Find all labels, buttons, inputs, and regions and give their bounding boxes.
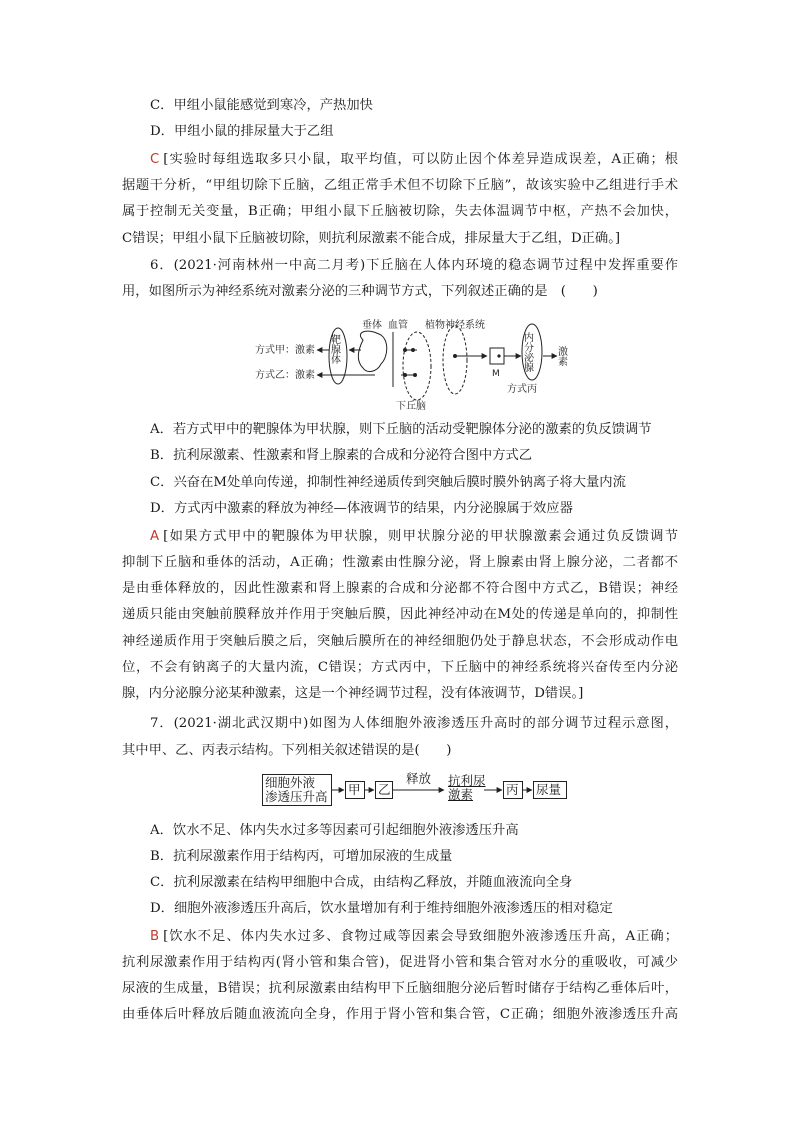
q6-option-a: A．若方式甲中的靶腺体为甲状腺，则下丘脑的活动受靶腺体分泌的激素的负反馈调节 <box>150 422 652 437</box>
q7-stem-line-1: 7．(2021·湖北武汉期中)如图为人体细胞外液渗透压升高时的部分调节过程示意图， <box>150 716 678 731</box>
q5-option-c: C．甲组小鼠能感觉到寒冷，产热加快 <box>150 98 373 113</box>
q6-explanation-line-2: 抑制下丘脑和垂体的活动，A正确；性激素由性腺分泌，肾上腺素由肾上腺分泌，二者都不 <box>122 555 678 570</box>
q7-explanation-line-1: B [饮水不足、体内失水过多、食物过咸等因素会导致细胞外液渗透压升高，A正确； <box>150 929 678 944</box>
q5-explanation-line-1: C [实验时每组选取多只小鼠，取平均值，可以防止因个体差异造成误差，A正确；根 <box>150 152 678 167</box>
q5-option-d: D．甲组小鼠的排尿量大于乙组 <box>150 124 334 139</box>
q7-option-b: B．抗利尿激素作用于结构丙，可增加尿液的生成量 <box>150 849 453 864</box>
q5-answer: C <box>150 152 160 167</box>
q6-explanation-line-5: 神经递质作用于突触后膜之后，突触后膜所在的神经细胞仍处于静息状态，不会形成动作电 <box>122 634 678 649</box>
label-hormone: 激素 <box>555 346 567 366</box>
flow-label-adh: 抗利尿 激素 <box>448 773 486 802</box>
label-m: M <box>492 369 500 379</box>
flow-box-urine: 尿量 <box>533 781 567 799</box>
flow-box-bing: 丙 <box>503 781 523 799</box>
label-target-gland: 靶腺体 <box>328 334 340 364</box>
q6-option-c: C．兴奋在M处单向传递，抑制性神经递质传到突触后膜时膜外钠离子将大量内流 <box>150 475 626 490</box>
q7-option-a: A．饮水不足、体内失水过多等因素可引起细胞外液渗透压升高 <box>150 823 519 838</box>
q7-explanation-line-4: 由垂体后叶释放后随血液流向全身，作用于肾小管和集合管，C正确；细胞外液渗透压升高 <box>122 1007 678 1022</box>
q7-option-c: C．抗利尿激素在结构甲细胞中合成，由结构乙释放，并随血液流向全身 <box>150 875 573 890</box>
label-hypothalamus: 下丘脑 <box>396 401 426 412</box>
q7-explanation-line-2: 抗利尿激素作用于结构丙(肾小管和集合管)，促进肾小管和集合管对水分的重吸收，可减少 <box>122 955 678 970</box>
label-vessel: 血管 <box>388 320 408 331</box>
q6-answer: A <box>150 529 160 544</box>
q7-answer: B <box>150 929 160 944</box>
flow-box-yi: 乙 <box>375 781 393 799</box>
flow-label-release: 释放 <box>406 771 432 786</box>
q6-stem-line-2: 用，如图所示为神经系统对激素分泌的三种调节方式，下列叙述正确的是 ( ) <box>122 284 598 299</box>
flow-box-osmotic: 细胞外液 渗透压升高 <box>262 774 332 806</box>
label-pituitary: 垂体 <box>362 320 382 331</box>
q6-explanation-line-3: 是由垂体释放的，因此性激素和肾上腺素的合成和分泌都不符合图中方式乙，B错误；神经 <box>122 581 678 596</box>
label-way-b: 方式乙：激素 <box>255 370 315 381</box>
q6-figure <box>255 312 585 412</box>
q7-explanation-line-3: 尿液的生成量，B错误；抗利尿激素由结构甲下丘脑细胞分泌后暂时储存于结构乙垂体后叶， <box>122 981 678 996</box>
q6-explanation-line-7: 腺，内分泌腺分泌某种激素，这是一个神经调节过程，没有体液调节，D错误。] <box>122 686 584 701</box>
q7-stem-line-2: 其中甲、乙、丙表示结构。下列相关叙述错误的是( ) <box>122 743 452 758</box>
q6-stem-line-1: 6．(2021·河南林州一中高二月考)下丘脑在人体内环境的稳态调节过程中发挥重要作 <box>150 258 678 273</box>
label-autonomic: 植物神经系统 <box>425 320 485 331</box>
label-endocrine: 内分泌腺 <box>521 332 533 372</box>
q5-explanation-line-4: C错误；甲组小鼠下丘脑被切除，则抗利尿激素不能合成，排尿量大于乙组，D正确。] <box>122 231 621 246</box>
q5-explanation-line-3: 属于控制无关变量，B正确；甲组小鼠下丘脑被切除，失去体温调节中枢，产热不会加快， <box>122 204 678 219</box>
q5-explanation-line-2: 据题干分析，“甲组切除下丘脑，乙组正常手术但不切除下丘脑”，故该实验中乙组进行手术 <box>122 178 678 193</box>
label-way-a: 方式甲：激素 <box>255 345 315 356</box>
q6-option-b: B．抗利尿激素、性激素和肾上腺素的合成和分泌符合图中方式乙 <box>150 448 533 463</box>
q6-explanation-line-1: A [如果方式甲中的靶腺体为甲状腺，则甲状腺分泌的甲状腺激素会通过负反馈调节 <box>150 529 678 544</box>
q6-explanation-line-4: 递质只能由突触前膜释放并作用于突触后膜，因此神经冲动在M处的传递是单向的，抑制性 <box>122 607 678 622</box>
q6-explanation-line-6: 位，不会有钠离子的大量内流，C错误；方式丙中，下丘脑中的神经系统将兴奋传至内分泌 <box>122 660 678 675</box>
label-way-c: 方式丙 <box>507 384 537 395</box>
q7-flow-diagram <box>262 772 572 812</box>
flow-box-jia: 甲 <box>345 781 365 799</box>
q7-option-d: D．细胞外液渗透压升高后，饮水量增加有利于维持细胞外液渗透压的相对稳定 <box>150 901 613 916</box>
q6-option-d: D．方式丙中激素的释放为神经—体液调节的结果，内分泌腺属于效应器 <box>150 501 573 516</box>
